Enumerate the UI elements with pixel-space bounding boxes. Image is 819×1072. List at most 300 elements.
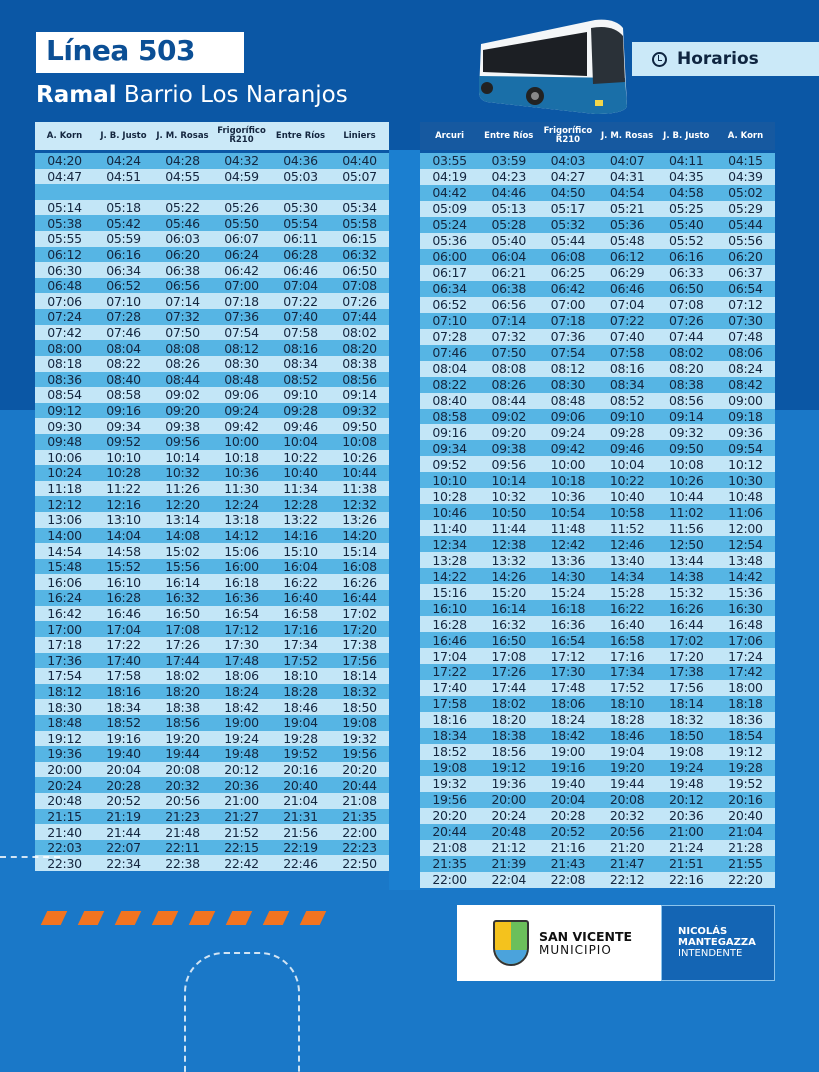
time-cell: 06:48 (47, 278, 82, 294)
time-cell: 08:02 (342, 325, 377, 340)
time-cell: 08:12 (224, 340, 259, 356)
time-cell: 08:18 (47, 356, 82, 372)
time-cell: 10:46 (432, 504, 467, 520)
time-cell: 06:04 (491, 249, 527, 265)
time-cell: 09:10 (609, 408, 645, 424)
time-cell: 06:34 (432, 281, 467, 297)
time-cell: 18:14 (342, 668, 377, 684)
time-cell: 19:56 (342, 746, 377, 762)
time-cell: 21:51 (669, 856, 704, 872)
table-row (420, 712, 775, 728)
time-cell: 16:44 (669, 616, 704, 632)
time-cell: 12:32 (342, 496, 377, 512)
time-cell: 18:06 (550, 696, 586, 712)
time-cell: 17:12 (550, 648, 586, 664)
municipio-label: MUNICIPIO (539, 942, 612, 957)
time-cell: 21:20 (609, 840, 645, 856)
time-cell: 11:48 (550, 520, 586, 536)
time-cell: 04:15 (728, 153, 763, 169)
ramal-name: Barrio Los Naranjos (123, 82, 348, 108)
time-cell: 05:36 (432, 233, 467, 249)
time-cell: 18:38 (165, 699, 200, 715)
table-row (35, 340, 389, 356)
time-cell: 20:24 (47, 777, 82, 793)
time-cell: 09:32 (342, 403, 377, 419)
time-cell: 17:26 (491, 664, 527, 680)
time-cell: 07:54 (550, 345, 586, 361)
time-cell: 17:52 (609, 680, 645, 696)
time-cell: 06:56 (491, 297, 527, 313)
time-cell: 05:14 (47, 200, 82, 216)
time-cell: 18:56 (165, 715, 200, 731)
road-dash (300, 911, 327, 925)
time-cell: 11:02 (669, 504, 704, 520)
time-cell: 07:00 (224, 278, 259, 294)
time-cell: 07:40 (283, 309, 318, 325)
time-cell: 20:44 (342, 777, 377, 793)
time-cell: 05:07 (342, 168, 377, 184)
time-cell: 17:22 (106, 637, 141, 653)
table-row (35, 496, 389, 512)
time-cell: 05:25 (669, 201, 704, 217)
time-cell: 08:22 (106, 356, 141, 372)
time-cell: 14:54 (47, 543, 82, 559)
table-row (35, 653, 389, 669)
time-cell: 05:09 (432, 201, 467, 217)
table-row (35, 450, 389, 466)
time-cell: 14:04 (106, 527, 141, 543)
column-header: Entre Ríos (484, 130, 534, 141)
time-cell: 17:38 (342, 637, 377, 653)
time-cell: 06:37 (728, 265, 763, 281)
time-cell: 10:10 (432, 472, 467, 488)
time-cell: 20:12 (224, 762, 259, 778)
time-cell: 21:56 (283, 824, 318, 840)
time-cell: 16:28 (432, 616, 467, 632)
time-cell: 17:20 (669, 648, 704, 664)
time-cell: 19:20 (609, 760, 645, 776)
time-cell: 13:26 (342, 512, 377, 528)
time-cell: 05:24 (432, 217, 467, 233)
table-row (35, 699, 389, 715)
time-cell: 09:20 (165, 403, 200, 419)
time-cell: 07:08 (669, 297, 704, 313)
time-cell: 13:40 (609, 552, 645, 568)
time-cell: 10:06 (47, 449, 82, 465)
time-cell: 05:22 (165, 200, 200, 216)
table-row (420, 233, 775, 249)
time-cell: 18:02 (491, 696, 527, 712)
time-cell: 15:48 (47, 559, 82, 575)
time-cell: 21:44 (106, 824, 141, 840)
time-cell: 07:18 (550, 313, 586, 329)
time-cell: 07:18 (224, 293, 259, 309)
time-cell: 14:00 (47, 527, 82, 543)
time-cell: 08:52 (283, 371, 318, 387)
time-cell: 06:38 (491, 281, 527, 297)
time-cell: 04:54 (609, 185, 645, 201)
table-row (420, 440, 775, 456)
time-cell: 08:26 (491, 377, 527, 393)
time-cell: 17:06 (728, 632, 763, 648)
time-cell: 06:52 (432, 297, 467, 313)
time-cell: 09:28 (609, 424, 645, 440)
time-cell: 13:48 (728, 552, 763, 568)
time-cell: 06:29 (609, 265, 645, 281)
table-row (420, 696, 775, 712)
time-cell: 16:54 (224, 605, 259, 621)
table-row (420, 504, 775, 520)
time-cell: 09:02 (165, 387, 200, 403)
time-cell: 18:42 (224, 699, 259, 715)
municipio-logo (457, 905, 661, 981)
time-cell: 16:10 (106, 574, 141, 590)
time-cell: 09:50 (342, 418, 377, 434)
time-cell: 07:32 (491, 329, 527, 345)
time-cell: 17:52 (283, 652, 318, 668)
table-row (420, 409, 775, 425)
time-cell: 19:52 (283, 746, 318, 762)
time-cell: 15:36 (728, 584, 763, 600)
time-cell: 21:48 (165, 824, 200, 840)
time-cell: 05:46 (165, 215, 200, 231)
time-cell: 17:02 (669, 632, 704, 648)
time-cell: 09:42 (224, 418, 259, 434)
time-cell: 10:22 (609, 472, 645, 488)
time-cell: 09:12 (47, 403, 82, 419)
time-cell: 17:00 (47, 621, 82, 637)
time-cell: 04:40 (342, 153, 377, 169)
time-cell: 09:48 (47, 434, 82, 450)
time-cell: 18:02 (165, 668, 200, 684)
time-cell: 10:26 (342, 449, 377, 465)
time-cell: 09:28 (283, 403, 318, 419)
bus-illustration (475, 14, 635, 118)
time-cell: 04:39 (728, 169, 763, 185)
time-cell: 18:24 (550, 712, 586, 728)
time-cell: 05:59 (106, 231, 141, 247)
table-row (420, 744, 775, 760)
time-cell: 21:28 (728, 840, 763, 856)
time-cell: 17:04 (106, 621, 141, 637)
time-cell: 17:40 (432, 680, 467, 696)
time-cell: 19:20 (165, 730, 200, 746)
time-cell: 06:00 (432, 249, 467, 265)
table-row (35, 731, 389, 747)
time-cell: 19:52 (728, 776, 763, 792)
time-cell: 14:12 (224, 527, 259, 543)
time-cell: 16:08 (342, 559, 377, 575)
time-cell: 06:34 (106, 262, 141, 278)
table-row (420, 856, 775, 872)
time-cell: 15:06 (224, 543, 259, 559)
time-cell: 10:44 (342, 465, 377, 481)
time-cell: 19:16 (550, 760, 586, 776)
time-cell: 17:30 (224, 637, 259, 653)
time-cell: 08:40 (432, 393, 467, 409)
time-cell: 16:14 (165, 574, 200, 590)
time-cell: 10:40 (283, 465, 318, 481)
time-cell: 20:32 (609, 808, 645, 824)
table-row (35, 574, 389, 590)
time-cell: 13:10 (106, 512, 141, 528)
time-cell: 09:38 (491, 440, 527, 456)
table-row (35, 309, 389, 325)
shield-icon (493, 920, 529, 966)
time-cell: 22:15 (224, 840, 259, 856)
time-cell: 06:46 (283, 262, 318, 278)
time-cell: 09:14 (669, 408, 704, 424)
time-cell: 08:20 (669, 361, 704, 377)
time-cell: 19:32 (432, 776, 467, 792)
time-cell: 21:31 (283, 808, 318, 824)
outbound-rows (35, 153, 389, 871)
time-cell: 07:06 (47, 293, 82, 309)
time-cell: 12:16 (106, 496, 141, 512)
table-row (420, 664, 775, 680)
table-row (35, 215, 389, 231)
time-cell: 04:24 (106, 153, 141, 169)
time-cell: 18:54 (728, 728, 763, 744)
time-cell: 08:38 (342, 356, 377, 372)
time-cell: 16:50 (491, 632, 527, 648)
time-cell: 08:54 (47, 387, 82, 403)
time-cell: 06:07 (224, 231, 259, 247)
time-cell: 10:32 (165, 465, 200, 481)
time-cell: 09:34 (106, 418, 141, 434)
column-header: Arcuri (435, 130, 465, 141)
time-cell: 12:34 (432, 536, 467, 552)
time-cell: 05:34 (342, 200, 377, 216)
time-cell: 17:08 (491, 648, 527, 664)
time-cell: 09:18 (728, 408, 763, 424)
time-cell: 05:54 (283, 215, 318, 231)
time-cell: 20:04 (106, 762, 141, 778)
time-cell: 11:26 (165, 481, 200, 497)
time-cell: 22:50 (342, 855, 377, 871)
time-cell: 21:04 (728, 824, 763, 840)
table-row (35, 559, 389, 575)
time-cell: 16:28 (106, 590, 141, 606)
time-cell: 20:56 (165, 793, 200, 809)
time-cell: 19:04 (609, 744, 645, 760)
time-cell: 05:42 (106, 215, 141, 231)
table-row (420, 265, 775, 281)
time-cell: 18:52 (106, 715, 141, 731)
table-row (35, 434, 389, 450)
time-cell: 07:58 (283, 325, 318, 340)
time-cell: 10:26 (669, 472, 704, 488)
time-cell: 07:24 (47, 309, 82, 325)
time-cell: 05:26 (224, 200, 259, 216)
time-cell: 17:26 (165, 637, 200, 653)
time-cell: 08:58 (106, 387, 141, 403)
time-cell: 22:34 (106, 855, 141, 871)
time-cell: 16:44 (342, 590, 377, 606)
time-cell: 16:36 (550, 616, 586, 632)
time-cell: 20:12 (669, 792, 704, 808)
time-cell: 19:16 (106, 730, 141, 746)
time-cell: 22:23 (342, 840, 377, 856)
time-cell: 17:34 (283, 637, 318, 653)
outbound-header (35, 122, 389, 150)
time-cell: 12:24 (224, 496, 259, 512)
time-cell: 14:34 (609, 568, 645, 584)
time-cell: 05:50 (224, 215, 259, 231)
time-cell: 18:50 (669, 728, 704, 744)
time-cell: 13:32 (491, 552, 527, 568)
time-cell: 19:24 (669, 760, 704, 776)
time-cell: 08:08 (165, 340, 200, 356)
time-cell: 08:38 (669, 377, 704, 393)
outbound-timetable (35, 122, 389, 871)
time-cell: 04:19 (432, 169, 467, 185)
time-cell: 17:24 (728, 648, 763, 664)
time-cell: 03:55 (432, 153, 467, 169)
table-row (420, 169, 775, 185)
time-cell: 17:34 (609, 664, 645, 680)
time-cell: 17:58 (432, 696, 467, 712)
line-title: Línea 503 (36, 32, 244, 73)
time-cell: 16:10 (432, 600, 467, 616)
time-cell: 21:47 (609, 856, 645, 872)
time-cell: 06:42 (224, 262, 259, 278)
table-row (420, 329, 775, 345)
table-row (420, 552, 775, 568)
ramal-subtitle (36, 82, 348, 108)
table-row (420, 393, 775, 409)
time-cell: 07:44 (342, 309, 377, 325)
time-cell: 07:10 (432, 313, 467, 329)
table-row (35, 184, 389, 200)
column-header: Entre Ríos (275, 130, 326, 141)
time-cell: 18:30 (47, 699, 82, 715)
road-dash (226, 911, 253, 925)
time-cell: 08:56 (669, 393, 704, 409)
road-dash (115, 911, 142, 925)
time-cell: 21:35 (342, 808, 377, 824)
time-cell: 06:46 (609, 281, 645, 297)
time-cell: 04:28 (165, 153, 200, 169)
time-cell: 09:16 (432, 424, 467, 440)
time-cell: 09:36 (728, 424, 763, 440)
time-cell: 14:42 (728, 568, 763, 584)
time-cell: 13:36 (550, 552, 586, 568)
time-cell: 17:54 (47, 668, 82, 684)
time-cell: 18:20 (491, 712, 527, 728)
time-cell: 20:36 (669, 808, 704, 824)
time-cell: 19:08 (669, 744, 704, 760)
time-cell: 08:24 (728, 361, 763, 377)
inbound-header (420, 122, 775, 150)
time-cell: 20:20 (432, 808, 467, 824)
time-cell: 16:50 (165, 605, 200, 621)
clock-icon (652, 52, 667, 67)
time-cell: 11:44 (491, 520, 527, 536)
table-row (420, 808, 775, 824)
time-cell: 09:10 (283, 387, 318, 403)
time-cell: 06:52 (106, 278, 141, 294)
table-row (420, 488, 775, 504)
table-row (420, 728, 775, 744)
table-row (35, 637, 389, 653)
inbound-rows (420, 153, 775, 888)
time-cell: 05:44 (550, 233, 586, 249)
time-cell: 08:22 (432, 377, 467, 393)
time-cell: 05:32 (550, 217, 586, 233)
time-cell: 07:28 (106, 309, 141, 325)
time-cell: 16:32 (491, 616, 527, 632)
time-cell: 19:44 (609, 776, 645, 792)
column-header: A. Korn (727, 130, 764, 141)
table-row (420, 584, 775, 600)
table-row (35, 200, 389, 216)
time-cell: 21:23 (165, 808, 200, 824)
column-header: J. M. Rosas (600, 130, 654, 141)
time-cell: 18:38 (491, 728, 527, 744)
time-cell: 07:10 (106, 293, 141, 309)
time-cell: 06:12 (47, 246, 82, 262)
time-cell: 11:52 (609, 520, 645, 536)
time-cell: 11:34 (283, 481, 318, 497)
time-cell: 04:36 (283, 153, 318, 169)
time-cell: 15:02 (165, 543, 200, 559)
time-cell: 10:40 (609, 488, 645, 504)
time-cell: 06:21 (491, 265, 527, 281)
time-cell: 08:04 (106, 340, 141, 356)
time-cell: 04:55 (165, 168, 200, 184)
time-cell: 21:15 (47, 808, 82, 824)
time-cell: 15:10 (283, 543, 318, 559)
time-cell: 17:44 (491, 680, 527, 696)
time-cell: 18:50 (342, 699, 377, 715)
time-cell: 07:12 (728, 297, 763, 313)
road-dash (189, 911, 216, 925)
time-cell: 13:28 (432, 552, 467, 568)
time-cell: 09:56 (165, 434, 200, 450)
time-cell: 06:24 (224, 246, 259, 262)
time-cell: 05:03 (283, 168, 318, 184)
time-cell: 12:00 (728, 520, 763, 536)
time-cell: 19:44 (165, 746, 200, 762)
time-cell: 10:10 (106, 449, 141, 465)
table-row (420, 568, 775, 584)
table-row (420, 345, 775, 361)
time-cell: 08:16 (609, 361, 645, 377)
time-cell: 10:32 (491, 488, 527, 504)
time-cell: 11:18 (47, 481, 82, 497)
time-cell: 19:08 (432, 760, 467, 776)
time-cell: 14:38 (669, 568, 704, 584)
time-cell: 07:04 (283, 278, 318, 294)
time-cell: 16:32 (165, 590, 200, 606)
time-cell: 15:20 (491, 584, 527, 600)
ramal-label: Ramal (36, 82, 117, 108)
table-row (420, 520, 775, 536)
time-cell: 10:18 (224, 449, 259, 465)
time-cell: 08:02 (669, 345, 704, 361)
time-cell: 09:52 (432, 456, 467, 472)
time-cell: 07:40 (609, 329, 645, 345)
table-row (35, 746, 389, 762)
time-cell: 08:44 (165, 371, 200, 387)
time-cell: 21:39 (491, 856, 527, 872)
time-cell: 16:26 (669, 600, 704, 616)
time-cell: 19:00 (224, 715, 259, 731)
time-cell: 09:30 (47, 418, 82, 434)
column-header: J. B. Justo (663, 130, 710, 141)
table-row (35, 668, 389, 684)
